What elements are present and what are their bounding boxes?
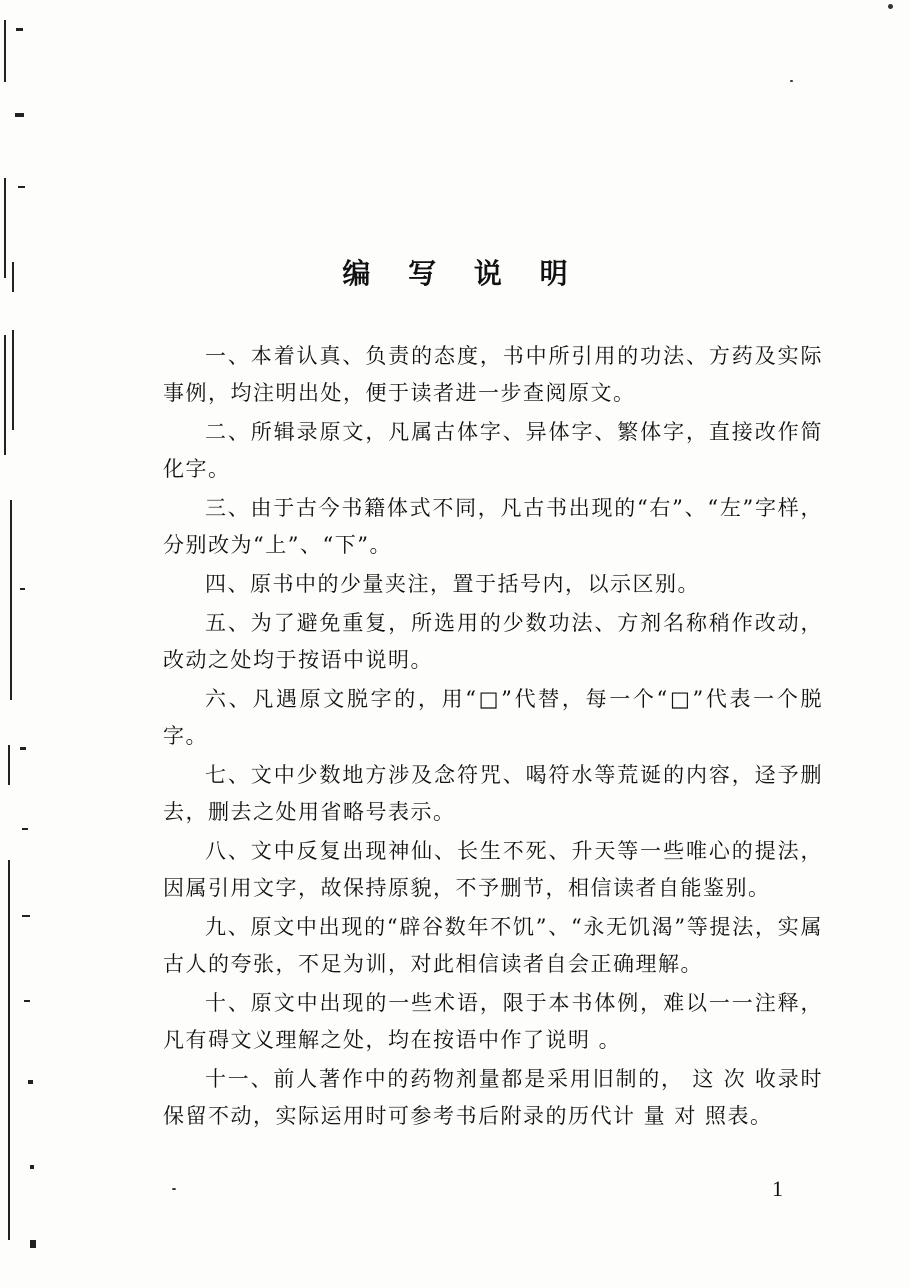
scan-artifact <box>4 20 6 82</box>
page-number: 1 <box>772 1176 783 1201</box>
scan-speck <box>172 1188 176 1190</box>
paragraph-11: 十一、前人著作中的药物剂量都是采用旧制的， 这 次 收录时保留不动，实际运用时可参考书后附录的历代计 量 对 照表。 <box>163 1067 823 1128</box>
scan-artifact <box>8 745 10 785</box>
scan-speck <box>888 4 893 9</box>
scan-artifact <box>4 335 6 455</box>
binding-edge <box>0 0 40 1287</box>
paragraph-9: 九、原文中出现的“辟谷数年不饥”、“永无饥渴”等提法，实属古人的夸张，不足为训，对此相信读者自会正确理解。 <box>163 915 823 976</box>
scan-artifact <box>20 588 25 590</box>
scan-artifact <box>15 113 24 117</box>
body-text <box>163 338 823 1137</box>
scan-artifact <box>30 1165 34 1169</box>
page-title: 编 写 说 明 <box>342 257 582 290</box>
scan-artifact <box>20 747 26 750</box>
scan-speck <box>790 80 793 82</box>
scan-artifact <box>16 28 23 31</box>
paragraph-10: 十、原文中出现的一些术语，限于本书体例，难以一一注释，凡有碍文义理解之处，均在按语中作了说明 。 <box>163 991 823 1052</box>
paragraph-1: 一、本着认真、负责的态度，书中所引用的功法、方药及实际事例，均注明出处，便于读者进一步查阅原文。 <box>163 344 823 405</box>
paragraph-5: 五、为了避免重复，所选用的少数功法、方剂名称稍作改动，改动之处均于按语中说明。 <box>163 611 823 672</box>
paragraph-6: 六、凡遇原文脱字的，用“□”代替，每一个“□”代表一个脱字。 <box>163 687 823 748</box>
scan-artifact <box>28 1080 33 1084</box>
paragraph-7: 七、文中少数地方涉及念符咒、喝符水等荒诞的内容，迳予删去，删去之处用省略号表示。 <box>163 763 823 824</box>
scan-artifact <box>12 330 14 430</box>
scan-artifact <box>22 915 30 917</box>
paragraph-4: 四、原书中的少量夹注，置于括号内，以示区别。 <box>205 572 700 596</box>
paragraph-8: 八、文中反复出现神仙、长生不死、升天等一些唯心的提法，因属引用文字，故保持原貌，不予删节，相信读者自能鉴别。 <box>163 839 823 900</box>
paragraph-2: 二、所辑录原文，凡属古体字、异体字、繁体字，直接改作简化字。 <box>163 420 823 481</box>
scan-artifact <box>10 500 12 700</box>
scan-artifact <box>8 860 10 1240</box>
scan-artifact <box>24 1000 30 1002</box>
scan-artifact <box>18 186 25 188</box>
scan-artifact <box>22 828 28 830</box>
scan-artifact <box>30 1240 36 1248</box>
paragraph-3: 三、由于古今书籍体式不同，凡古书出现的“右”、“左”字样，分别改为“上”、“下”。 <box>163 496 823 557</box>
